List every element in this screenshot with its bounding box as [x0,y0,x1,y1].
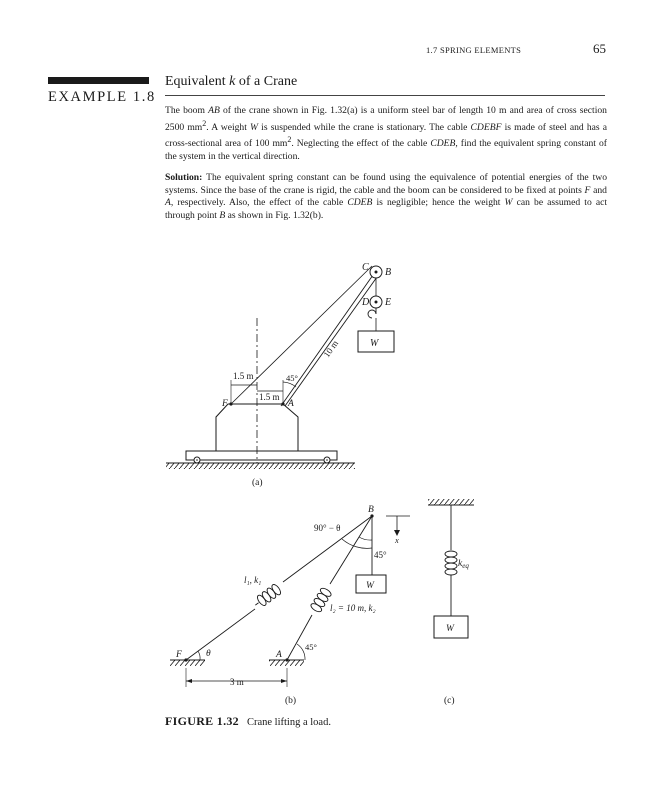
label-angle-a-b: 45° [305,642,317,652]
member-ab-lower [287,615,312,660]
label-a-b: A [276,650,282,660]
spring-keq [445,551,457,575]
caption-c: (c) [444,696,455,706]
label-d: D [362,297,370,308]
example-title: Equivalent k of a Crane [165,74,298,89]
label-e: E [385,297,392,308]
ground-hatch-a [166,463,355,469]
label-theta: θ [206,649,211,659]
solution-paragraph: Solution: The equivalent spring constant can be found using the equivalence of potential energies of the two systems. Since the base of the crane is rigid, the cable and the boom can be considered to be fixed at points F and A, respectively. Also, the effect of the cable CDEB is negligible; hence the weight W can be assumed to act through point B as shown in Fig. 1.32(b). [165,172,607,221]
label-3m: 3 m [230,677,244,687]
solution-heading: Solution: [165,172,203,183]
spring-k1 [252,583,282,610]
point-f-a [229,402,232,405]
label-angle-45-b: 45° [374,550,387,560]
hook [368,308,376,318]
example-label: EXAMPLE 1.8 [48,89,156,105]
label-a-a: A [288,399,294,409]
caption-b: (b) [285,696,297,706]
label-dim-2: 1.5 m [259,392,280,402]
figure-caption-label: FIGURE 1.32 [165,714,239,728]
label-f-b: F [176,650,182,660]
problem-paragraph: The boom AB of the crane shown in Fig. 1.32(a) is a uniform steel bar of length 10 m and area of cross section 2500 $mm^2$. A weight W is suspended while the crane is stationary. The cable CDEBF is made of steel and has a cross-sectional area of 100 $mm^2$. Neglecting the effect of the cable CDEB, find the equivalent spring constant of the system in the vertical direction. [165,105,608,163]
label-f-a: F [222,399,228,409]
crane-body [216,404,298,451]
label-b-a: B [385,267,392,278]
crane-diagram [166,262,394,488]
label-w-c: W [446,624,454,634]
carriage [186,451,337,460]
label-keq: $k_{eq}$ [458,559,469,570]
section-title: 1.7 SPRING ELEMENTS [426,45,522,55]
label-boom-length: 10 m [321,338,341,360]
label-b-b: B [368,505,374,515]
spring-model-diagram [170,505,410,706]
label-c: C [362,262,369,273]
equivalent-spring-diagram [428,499,474,706]
figure-caption-text: Crane lifting a load. [246,717,331,728]
member-fb-lower [186,609,255,660]
label-spring2: l₂ = 10 m, k₂ [330,603,376,613]
caption-a: (a) [252,478,263,488]
label-spring1: l₁, k₁ [244,575,262,585]
label-w-a: W [370,338,379,349]
figure-caption [165,714,331,729]
spring-k2 [310,587,333,614]
label-angle-a: 45° [286,373,298,383]
label-angle-top: 90° − θ [314,523,341,533]
label-x: x [395,535,399,545]
label-dim-1: 1.5 m [233,371,254,381]
point-a-a [281,402,284,405]
page-number: 65 [593,41,606,56]
label-w-b: W [366,581,374,591]
